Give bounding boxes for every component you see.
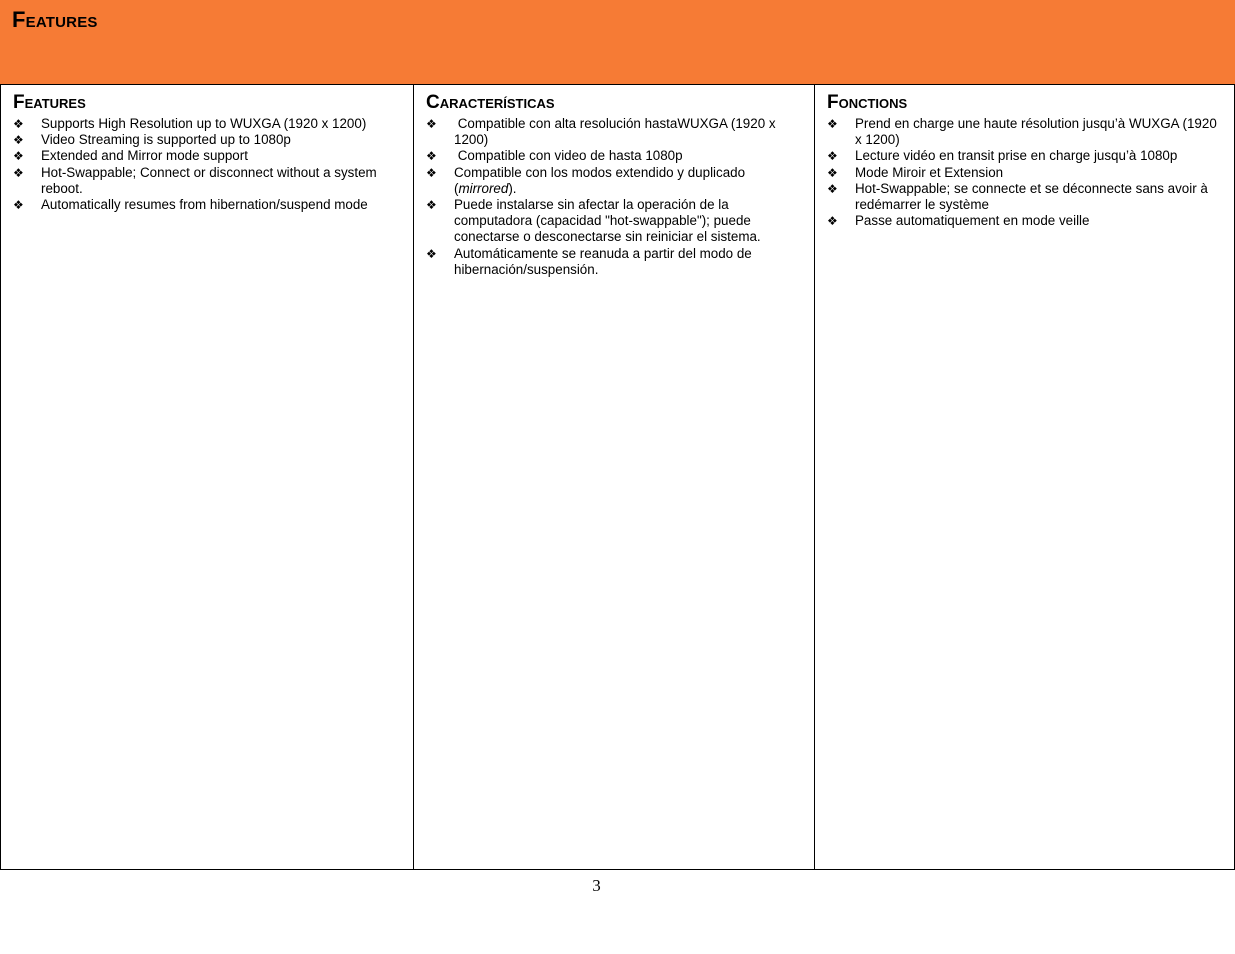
four-diamond-bullet-icon: ❖ [426, 165, 437, 180]
list-item-text: Hot-Swappable; Connect or disconnect without a system reboot. [41, 164, 377, 196]
column-title-english: Features [13, 92, 86, 113]
four-diamond-bullet-icon: ❖ [13, 165, 24, 180]
list-item [426, 246, 802, 278]
list-item [13, 116, 401, 132]
four-diamond-bullet-icon: ❖ [827, 181, 838, 196]
four-diamond-bullet-icon: ❖ [827, 117, 838, 131]
list-item-text: Extended and Mirror mode support [41, 148, 248, 164]
four-diamond-bullet-icon: ❖ [827, 149, 838, 164]
list-item [426, 197, 802, 246]
list-item-text: Video Streaming is supported up to 1080p [41, 132, 291, 148]
four-diamond-bullet-icon: ❖ [13, 149, 24, 164]
four-diamond-bullet-icon: ❖ [13, 133, 24, 148]
list-item-text: Automáticamente se reanuda a partir del modo de hibernación/suspensión. [454, 245, 752, 277]
column-title-french: Fonctions [827, 92, 908, 113]
list-item [426, 116, 802, 148]
feature-list-english [13, 116, 401, 213]
list-item [827, 181, 1222, 213]
column-french [814, 85, 1234, 869]
list-item-text-after: ). [508, 180, 517, 196]
four-diamond-bullet-icon: ❖ [827, 214, 838, 229]
list-item-text: Lecture vidéo en transit prise en charge jusqu’à 1080p [855, 148, 1178, 164]
features-table [0, 84, 1235, 870]
list-item [827, 116, 1222, 148]
list-item-text: Mode Miroir et Extension [855, 164, 1004, 180]
list-item [827, 213, 1222, 229]
list-item-text: Hot-Swappable; se connecte et se déconnecte sans avoir à redémarrer le système [855, 180, 1208, 213]
list-item-text: Puede instalarse sin afectar la operación de la computadora (capacidad "hot-swappable"); puede conectarse o desconectarse sin reiniciar el sistema. [454, 197, 761, 245]
list-item-text-emphasis: mirrored [458, 180, 509, 196]
feature-list-french [827, 116, 1222, 229]
four-diamond-bullet-icon: ❖ [426, 198, 437, 213]
list-item [13, 197, 401, 213]
feature-list-spanish [426, 116, 802, 278]
list-item-text: Compatible con video de hasta 1080p [454, 148, 683, 164]
four-diamond-bullet-icon: ❖ [827, 165, 838, 180]
page-title: Features [12, 7, 98, 32]
four-diamond-bullet-icon: ❖ [13, 117, 24, 131]
list-item [13, 132, 401, 148]
list-item-text-before: Compatible con los modos extendido y duplicado ( [454, 164, 746, 196]
list-item-text: Automatically resumes from hibernation/suspend mode [41, 197, 368, 213]
list-item-text: Compatible con alta resolución hastaWUXGA (1920 x 1200) [454, 116, 780, 148]
four-diamond-bullet-icon: ❖ [426, 117, 437, 131]
list-item [827, 148, 1222, 164]
list-item [827, 165, 1222, 181]
list-item [426, 148, 802, 164]
column-title-spanish: Características [426, 92, 555, 113]
page-number: 3 [592, 876, 601, 895]
four-diamond-bullet-icon: ❖ [426, 246, 437, 261]
list-item-text: Passe automatiquement en mode veille [855, 213, 1090, 229]
four-diamond-bullet-icon: ❖ [426, 149, 437, 164]
list-item [13, 165, 401, 197]
four-diamond-bullet-icon: ❖ [13, 198, 24, 213]
column-spanish [413, 85, 814, 869]
header-banner [0, 0, 1235, 84]
list-item [13, 148, 401, 164]
list-item [426, 165, 802, 197]
list-item-text: Supports High Resolution up to WUXGA (1920 x 1200) [41, 116, 367, 131]
list-item-text: Prend en charge une haute résolution jusqu’à WUXGA (1920 x 1200) [855, 116, 1217, 148]
column-english [1, 85, 413, 869]
